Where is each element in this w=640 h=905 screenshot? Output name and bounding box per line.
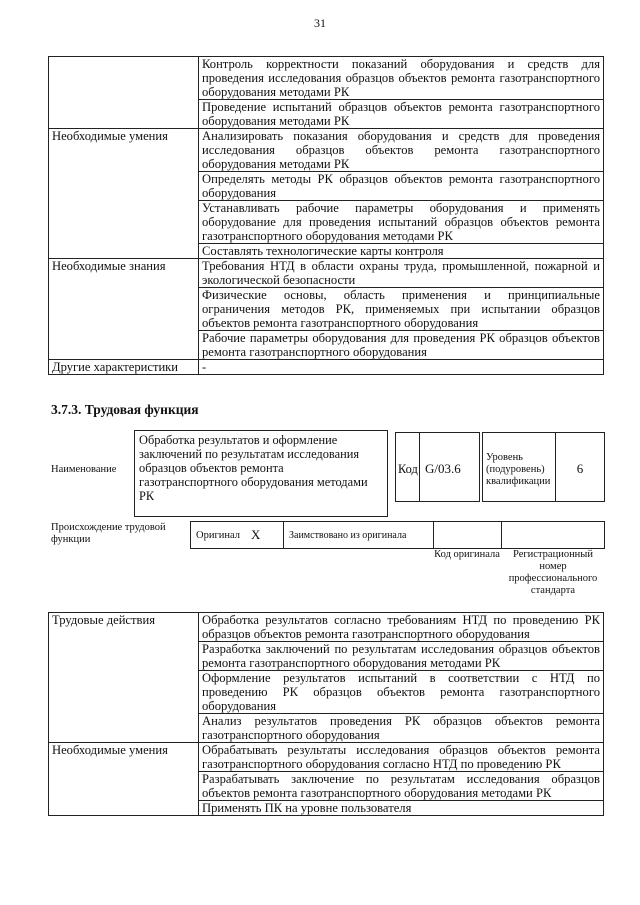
original-box xyxy=(190,521,283,549)
table-cell: Анализ результатов проведения РК образцов объектов ремонта газотранспортного оборудования xyxy=(199,714,604,743)
table-cell: Проведение испытаний образцов объектов ремонта газотранспортного оборудования методами РК xyxy=(199,100,604,129)
level-value-box xyxy=(555,432,605,502)
registration-number-caption: Регистрационный номер профессионального стандарта xyxy=(508,549,598,596)
row-label: Необходимые умения xyxy=(49,129,199,259)
table-cell: Требования НТД в области охраны труда, промышленной, пожарной и экологической безопасности xyxy=(199,259,604,288)
table-cell: Анализировать показания оборудования и средств для проведения исследования образцов объектов ремонта газотранспортного оборудования методами РК xyxy=(199,129,604,172)
table-cell: Физические основы, область применения и принципиальные ограничения методов РК, применяемых при испытании образцов объектов ремонта газотранспортного оборудования xyxy=(199,288,604,331)
table-cell: Составлять технологические карты контроля xyxy=(199,244,604,259)
level-value: 6 xyxy=(576,461,584,476)
table-row xyxy=(49,360,604,375)
row-label: Трудовые действия xyxy=(49,613,199,743)
row-label: Необходимые знания xyxy=(49,259,199,360)
requirements-table-1 xyxy=(48,56,604,375)
table-cell: Определять методы РК образцов объектов ремонта газотранспортного оборудования xyxy=(199,172,604,201)
level-label: Уровень (подуровень) квалификации xyxy=(486,452,551,487)
name-label: Наименование xyxy=(51,464,117,475)
table-cell: Обработка результатов согласно требованиям НТД по проведению РК образцов объектов ремонта газотранспортного оборудования xyxy=(199,613,604,642)
original-mark: X xyxy=(251,527,261,542)
code-value: G/03.6 xyxy=(425,461,461,476)
original-code-box xyxy=(433,521,501,549)
table-cell: Разработка заключений по результатам исследования образцов объектов ремонта газотранспортного оборудования методами РК xyxy=(199,642,604,671)
table-cell: Контроль корректности показаний оборудования и средств для проведения исследования образцов объектов ремонта газотранспортного оборудования методами РК xyxy=(199,57,604,100)
level-label-box xyxy=(482,432,555,502)
requirements-table-2 xyxy=(48,612,604,816)
borrowed-box xyxy=(283,521,433,549)
section-title: 3.7.3. Трудовая функция xyxy=(51,402,199,417)
origin-label: Происхождение трудовой функции xyxy=(51,522,166,545)
row-label xyxy=(49,57,199,129)
table-row xyxy=(49,743,604,772)
table-row xyxy=(49,259,604,288)
code-value-box xyxy=(419,432,480,502)
table-cell: Оформление результатов испытаний в соответствии с НТД по проведению РК образцов объектов ремонта газотранспортного оборудования xyxy=(199,671,604,714)
table-cell: Устанавливать рабочие параметры оборудования и применять оборудование для проведения испытаний образцов объектов ремонта газотранспортного оборудования методами РК xyxy=(199,201,604,244)
row-label: Другие характеристики xyxy=(49,360,199,375)
table-cell: Обрабатывать результаты исследования образцов объектов ремонта газотранспортного оборудования согласно НТД по проведению РК xyxy=(199,743,604,772)
name-value: Обработка результатов и оформление заключений по результатам исследования образцов объектов ремонта газотранспортного оборудования методами РК xyxy=(139,433,368,503)
code-label: Код xyxy=(398,462,418,476)
original-code-caption: Код оригинала xyxy=(434,549,500,560)
table-row xyxy=(49,613,604,642)
code-label-box xyxy=(395,432,419,502)
table-cell: Разрабатывать заключение по результатам исследования образцов объектов ремонта газотранспортного оборудования методами РК xyxy=(199,772,604,801)
row-label: Необходимые умения xyxy=(49,743,199,816)
original-label: Оригинал xyxy=(196,530,240,541)
table-cell: - xyxy=(199,360,604,375)
registration-number-box xyxy=(501,521,605,549)
table-cell: Рабочие параметры оборудования для проведения РК образцов объектов ремонта газотранспортного оборудования xyxy=(199,331,604,360)
table-cell: Применять ПК на уровне пользователя xyxy=(199,801,604,816)
name-value-box xyxy=(134,430,388,517)
borrowed-label: Заимствовано из оригинала xyxy=(289,530,407,541)
page-number: 31 xyxy=(314,16,326,30)
table-row xyxy=(49,129,604,172)
table-row xyxy=(49,57,604,100)
